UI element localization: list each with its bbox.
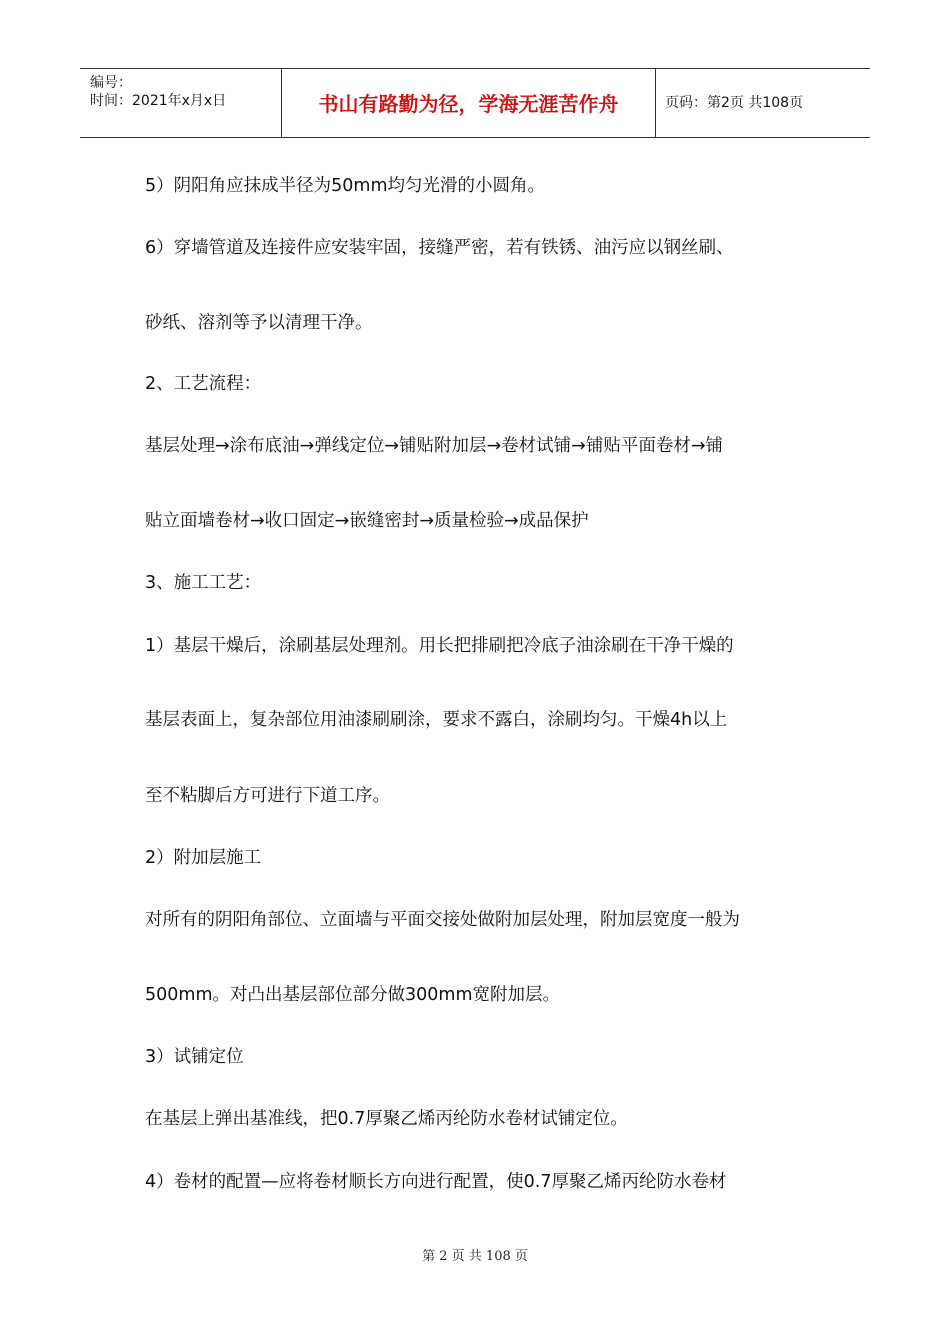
body-line: 6）穿墙管道及连接件应安装牢固，接缝严密，若有铁锈、油污应以钢丝刷、: [145, 238, 734, 258]
document-header: [80, 68, 870, 138]
body-line: 5）阴阳角应抹成半径为50mm均匀光滑的小圆角。: [145, 176, 545, 196]
header-motto-cell: [281, 69, 656, 137]
body-line: 在基层上弹出基准线，把0.7厚聚乙烯丙纶防水卷材试铺定位。: [145, 1109, 628, 1129]
subsection-heading: 2）附加层施工: [145, 848, 262, 868]
header-page-cell: [655, 69, 870, 137]
document-number-label: 编号：: [90, 75, 132, 91]
body-line: 500mm。对凸出基层部位部分做300mm宽附加层。: [145, 985, 560, 1005]
body-line: 对所有的阴阳角部位、立面墙与平面交接处做附加层处理，附加层宽度一般为: [145, 910, 740, 930]
header-page-label: 页码：第2页 共108页: [665, 95, 804, 111]
body-line: 4）卷材的配置—应将卷材顺长方向进行配置，使0.7厚聚乙烯丙纶防水卷材: [145, 1172, 727, 1192]
header-motto: 书山有路勤为径，学海无涯苦作舟: [318, 92, 619, 116]
body-line: 基层处理→涂布底油→弹线定位→铺贴附加层→卷材试铺→铺贴平面卷材→铺: [145, 436, 723, 456]
document-time-label: 时间：2021年x月x日: [90, 93, 227, 109]
body-line: 砂纸、溶剂等予以清理干净。: [145, 313, 373, 333]
subsection-heading: 3）试铺定位: [145, 1047, 244, 1067]
section-heading: 2、工艺流程：: [145, 374, 262, 394]
body-line: 基层表面上，复杂部位用油漆刷刷涂，要求不露白，涂刷均匀。干燥4h以上: [145, 710, 728, 730]
body-line: 至不粘脚后方可进行下道工序。: [145, 786, 390, 806]
body-line: 贴立面墙卷材→收口固定→嵌缝密封→质量检验→成品保护: [145, 511, 589, 531]
body-line: 1）基层干燥后，涂刷基层处理剂。用长把排刷把冷底子油涂刷在干净干燥的: [145, 636, 734, 656]
page-footer: 第 2 页 共 108 页: [422, 1249, 528, 1264]
section-heading: 3、施工工艺：: [145, 573, 262, 593]
header-info-cell: [80, 69, 281, 137]
